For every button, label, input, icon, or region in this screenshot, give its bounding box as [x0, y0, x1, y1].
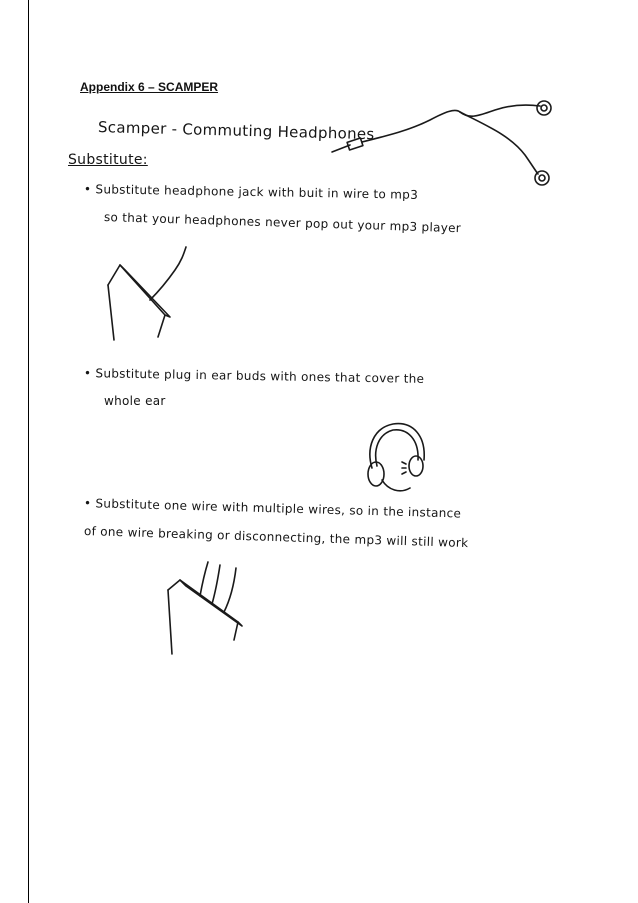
appendix-heading: Appendix 6 – SCAMPER	[80, 80, 219, 94]
item-3-line-1: • Substitute one wire with multiple wires, so in the instance	[83, 496, 462, 521]
sketch-title: Scamper - Commuting Headphones	[97, 118, 375, 144]
item-1-line-1: • Substitute headphone jack with buit in wire to mp3	[83, 182, 419, 202]
mp3-player-single-wire-icon	[100, 245, 200, 345]
over-ear-headphones-icon	[358, 418, 438, 498]
item-2-line-2: whole ear	[104, 394, 166, 408]
mp3-player-multi-wire-icon	[160, 560, 260, 660]
earbuds-icon	[320, 100, 570, 195]
item-3-line-2: of one wire breaking or disconnecting, the mp3 will still work	[83, 524, 469, 551]
item-2-line-1: • Substitute plug in ear buds with ones that cover the	[83, 366, 425, 386]
item-1-line-2: so that your headphones never pop out your mp3 player	[103, 210, 462, 236]
page-border	[28, 0, 29, 903]
section-substitute: Substitute:	[68, 152, 148, 168]
